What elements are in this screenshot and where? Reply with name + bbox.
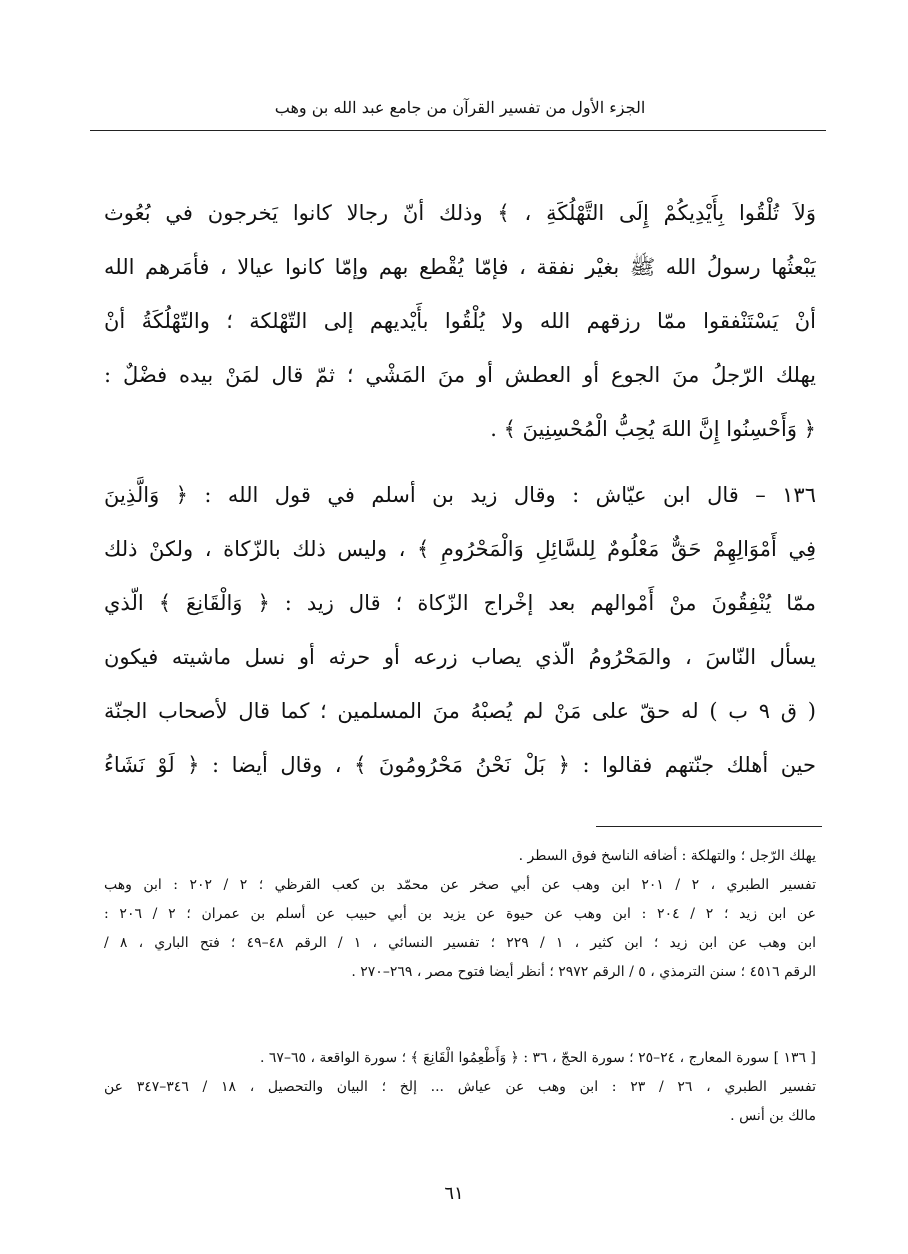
footnote-line: تفسير الطبري ، ٢ / ٢٠١ ابن وهب عن أبي صخر عن محمّد بن كعب القرظي ؛ ٢ / ٢٠٢ : ابن وهب bbox=[104, 877, 816, 893]
footnote-line: ابن وهب عن ابن زيد ؛ ابن كثير ، ١ / ٢٢٩ ؛ تفسير النسائي ، ١ / الرقم ٤٨–٤٩ ؛ فتح الباري ، ٨ / bbox=[104, 935, 816, 951]
footnote-line: مالك بن أنس . bbox=[730, 1108, 816, 1124]
page-number: ٦١ bbox=[444, 1183, 464, 1204]
footnote-block-2 bbox=[104, 1044, 816, 1131]
footnote-line: الرقم ٤٥١٦ ؛ سنن الترمذي ، ٥ / الرقم ٢٩٧٢ ؛ أنظر أيضا فتوح مصر ، ٢٦٩–٢٧٠ . bbox=[351, 964, 816, 980]
body-line: يهلك الرّجلُ منَ الجوع أو العطش أو منَ المَشْي ؛ ثمّ قال لمَنْ بيده فضْلٌ : bbox=[104, 363, 816, 387]
footnote-line: عن ابن زيد ؛ ٢ / ٢٠٤ : ابن وهب عن حيوة عن يزيد بن أبي حبيب عن أسلم بن عمران ؛ ٢ / ٢٠٦ : bbox=[104, 906, 816, 922]
body-line: ممّا يُنْفِقُونَ منْ أَمْوالهم بعد إخْراج الزّكاة ؛ قال زيد : ﴿ وَالْقَانِعَ ﴾ الّذي bbox=[104, 591, 816, 615]
footnote-line: تفسير الطبري ، ٢٦ / ٢٣ : ابن وهب عن عياش ... إلخ ؛ البيان والتحصيل ، ١٨ / ٣٤٦–٣٤٧ عن bbox=[104, 1079, 816, 1095]
body-line: ١٣٦ – قال ابن عيّاش : وقال زيد بن أسلم في قول الله : ﴿ وَالَّذِينَ bbox=[104, 483, 816, 507]
header-rule bbox=[90, 130, 826, 131]
running-header: الجزء الأول من تفسير القرآن من جامع عبد الله بن وهب bbox=[274, 98, 646, 117]
body-line: حين أهلك جنّتهم فقالوا : ﴿ بَلْ نَحْنُ مَحْرُومُونَ ﴾ ، وقال أيضا : ﴿ لَوْ نَشَاءُ bbox=[104, 753, 816, 777]
body-line: أنْ يَسْتَنْفقوا ممّا رزقهم الله ولا يُلْقُوا بأَيْديهم إلى التّهْلكة ؛ والتّهْلُكَةُ أنْ bbox=[104, 309, 816, 333]
body-line: يَبْعثُها رسولُ الله ﷺ بغيْر نفقة ، فإمّا يُقْطع بهم وإمّا كانوا عيالا ، فأمَرهم الله bbox=[104, 255, 816, 279]
footnote-separator bbox=[596, 826, 822, 827]
body-line: فِي أَمْوَالِهِمْ حَقٌّ مَعْلُومٌ لِلسَّائِلِ وَالْمَحْرُومِ ﴾ ، وليس ذلك بالزّكاة ، ولكنْ ذلك bbox=[104, 537, 816, 561]
footnote-line: يهلك الرّجل ؛ والتهلكة : أضافه الناسخ فوق السطر . bbox=[518, 848, 816, 864]
body-line: ( ق ٩ ب ) له حقّ على مَنْ لم يُصبْهُ منَ المسلمين ؛ كما قال لأصحاب الجنّة bbox=[104, 699, 816, 723]
body-line: وَلاَ تُلْقُوا بِأَيْدِيكُمْ إِلَى التَّهْلُكَةِ ، ﴾ وذلك أنّ رجالا كانوا يَخرجون في بُعُوث bbox=[104, 201, 816, 225]
body-line: ﴿ وَأَحْسِنُوا إِنَّ اللهَ يُحِبُّ الْمُحْسِنِينَ ﴾ . bbox=[490, 417, 816, 441]
footnote-line: [ ١٣٦ ] سورة المعارج ، ٢٤–٢٥ ؛ سورة الحجّ ، ٣٦ : ﴿ وَأَطْعِمُوا الْقَانِعَ ﴾ ؛ سورة الواقعة ، ٦٥–٦٧ . bbox=[260, 1050, 816, 1066]
paragraph-2 bbox=[104, 468, 816, 792]
footnote-block-1 bbox=[104, 842, 816, 987]
body-line: يسأل النّاسَ ، والمَحْرُومُ الّذي يصاب زرعه أو حرثه أو نسل ماشيته فيكون bbox=[104, 645, 816, 669]
paragraph-1 bbox=[104, 186, 816, 456]
